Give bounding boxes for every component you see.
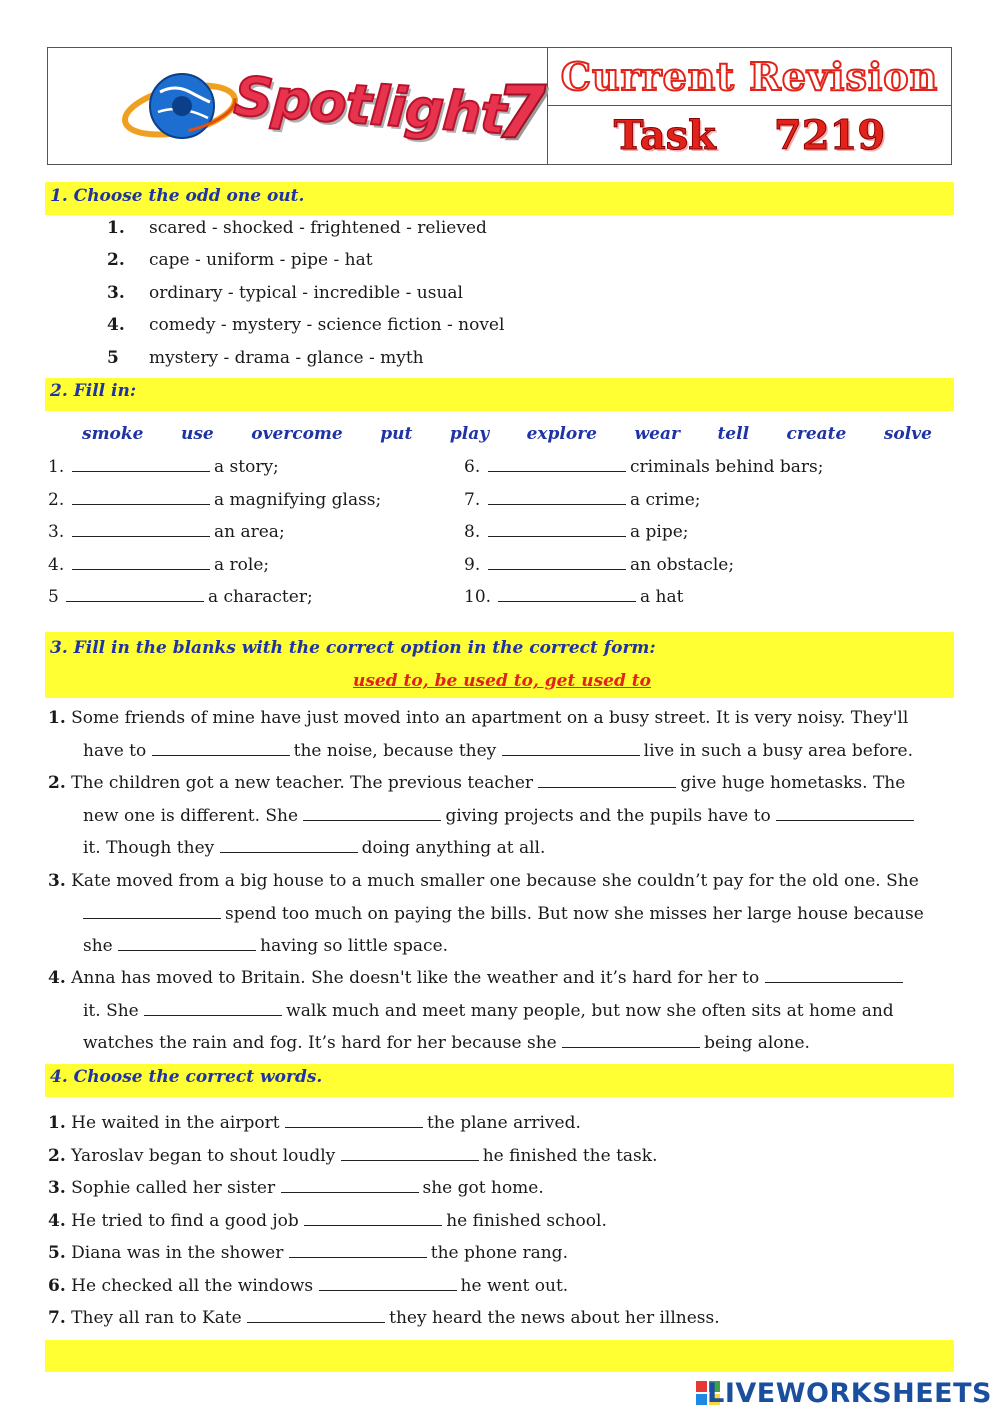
item-number: 3. xyxy=(107,283,125,303)
item-number: 2. xyxy=(48,490,65,510)
item-text: Kate moved from a big house to a much smaller one because she couldn’t pay for the old one. She xyxy=(71,871,919,891)
section1-heading: 1. Choose the odd one out. xyxy=(45,182,954,215)
answer-blank[interactable] xyxy=(72,457,210,472)
item-text: an obstacle; xyxy=(630,555,735,575)
list-item xyxy=(107,347,424,369)
item-number: 5. xyxy=(48,1243,66,1263)
item-text: it. Though they xyxy=(83,838,215,858)
item-number: 6. xyxy=(464,457,481,477)
word-bank-item: create xyxy=(786,424,847,444)
answer-blank[interactable] xyxy=(247,1308,385,1323)
globe-icon xyxy=(120,62,240,152)
word-bank-item: play xyxy=(449,424,490,444)
fill-item xyxy=(48,554,269,576)
item-number: 6. xyxy=(48,1276,66,1296)
fill-item xyxy=(48,521,285,543)
item-text: walk much and meet many people, but now she often sits at home and xyxy=(286,1000,894,1021)
task-number: 7219 xyxy=(773,111,886,159)
item-text: a pipe; xyxy=(630,522,689,542)
answer-blank[interactable] xyxy=(72,522,210,537)
item-number: 3. xyxy=(48,871,66,891)
item-number: 3. xyxy=(48,522,65,542)
sentence-item xyxy=(48,1275,568,1297)
answer-blank[interactable] xyxy=(488,490,626,505)
item-number: 2. xyxy=(107,250,125,270)
answer-blank[interactable] xyxy=(152,741,290,756)
item-text: cape - uniform - pipe - hat xyxy=(149,250,373,270)
item-text: he went out. xyxy=(460,1276,569,1296)
answer-blank[interactable] xyxy=(562,1033,700,1048)
section3-heading: 3. Fill in the blanks with the correct option in the correct form: xyxy=(50,638,656,658)
fill-item xyxy=(464,456,823,478)
item-text: The children got a new teacher. The previous teacher xyxy=(71,773,534,793)
item-text: an area; xyxy=(214,522,285,542)
item-text: she got home. xyxy=(422,1178,544,1198)
answer-blank[interactable] xyxy=(220,838,358,853)
answer-blank[interactable] xyxy=(72,555,210,570)
fill-item xyxy=(464,554,734,576)
item-text: doing anything at all. xyxy=(361,838,546,858)
item-number: 7. xyxy=(48,1308,66,1328)
answer-blank[interactable] xyxy=(303,806,441,821)
answer-blank[interactable] xyxy=(304,1211,442,1226)
item-text: He waited in the airport xyxy=(71,1113,280,1133)
answer-blank[interactable] xyxy=(319,1276,457,1291)
footer-bar xyxy=(45,1340,954,1372)
item-text: Yaroslav began to shout loudly xyxy=(71,1146,336,1166)
item-text: spend too much on paying the bills. But now she misses her large house because xyxy=(225,903,924,924)
item-text: a story; xyxy=(214,457,279,477)
answer-blank[interactable] xyxy=(72,490,210,505)
word-bank-item: solve xyxy=(883,424,932,444)
item-text: give huge hometasks. The xyxy=(680,773,906,793)
item-text: have to xyxy=(83,740,147,761)
fill-item xyxy=(464,489,701,511)
section3-item xyxy=(48,865,952,963)
logo-number: 7 xyxy=(496,70,547,154)
item-text: he finished the task. xyxy=(482,1146,658,1166)
item-number: 1. xyxy=(48,1113,66,1133)
word-bank-item: wear xyxy=(634,424,680,444)
item-text: the plane arrived. xyxy=(426,1113,581,1133)
item-number: 1. xyxy=(48,708,66,728)
item-text: scared - shocked - frightened - relieved xyxy=(149,218,487,238)
item-text: They all ran to Kate xyxy=(71,1308,242,1328)
task-row xyxy=(548,106,951,164)
section3-heading-bar xyxy=(45,632,954,698)
sentence-item xyxy=(48,1210,607,1232)
word-bank-item: put xyxy=(380,424,413,444)
section3-options: used to, be used to, get used to xyxy=(353,671,651,691)
section3-item xyxy=(48,702,952,767)
answer-blank[interactable] xyxy=(144,1001,282,1016)
title-row xyxy=(548,48,951,106)
fill-item xyxy=(48,456,279,478)
fill-item xyxy=(48,586,313,608)
answer-blank[interactable] xyxy=(83,904,221,919)
word-bank-item: overcome xyxy=(251,424,343,444)
item-text: the phone rang. xyxy=(430,1243,568,1263)
item-text: having so little space. xyxy=(260,936,449,956)
task-label: Task xyxy=(613,111,716,159)
item-text: criminals behind bars; xyxy=(630,457,824,477)
section4-heading: 4. Choose the correct words. xyxy=(45,1064,954,1097)
item-text: giving projects and the pupils have to xyxy=(445,805,771,826)
item-number: 4. xyxy=(48,555,65,575)
item-text: they heard the news about her illness. xyxy=(389,1308,720,1328)
item-number: 4. xyxy=(48,968,66,988)
item-text: He checked all the windows xyxy=(71,1276,314,1296)
title-cell xyxy=(548,48,951,164)
section3-item xyxy=(48,767,952,865)
item-text: mystery - drama - glance - myth xyxy=(149,348,424,368)
item-number: 8. xyxy=(464,522,481,542)
word-bank-item: explore xyxy=(526,424,598,444)
item-number: 10. xyxy=(464,587,492,607)
item-number: 5 xyxy=(48,587,59,607)
item-text: being alone. xyxy=(704,1033,810,1053)
logo-cell xyxy=(48,48,548,164)
sentence-item xyxy=(48,1177,544,1199)
section2-heading: 2. Fill in: xyxy=(45,378,954,411)
fill-item xyxy=(464,586,683,608)
answer-blank[interactable] xyxy=(776,806,914,821)
item-text: Anna has moved to Britain. She doesn't like the weather and it’s hard for her to xyxy=(71,968,760,988)
word-bank-item: tell xyxy=(717,424,750,444)
item-text: a magnifying glass; xyxy=(214,490,382,510)
logo-word: Spotlight xyxy=(232,64,508,147)
item-text: new one is different. She xyxy=(83,805,299,826)
answer-blank[interactable] xyxy=(538,773,676,788)
answer-blank[interactable] xyxy=(765,968,903,983)
answer-blank[interactable] xyxy=(502,741,640,756)
fill-item xyxy=(48,489,381,511)
item-number: 7. xyxy=(464,490,481,510)
list-item xyxy=(107,282,463,304)
answer-blank[interactable] xyxy=(488,522,626,537)
item-number: 2. xyxy=(48,1146,66,1166)
item-number: 2. xyxy=(48,773,66,793)
item-number: 5 xyxy=(107,348,119,368)
answer-blank[interactable] xyxy=(498,587,636,602)
liveworksheets-logo: LIVEWORKSHEETS xyxy=(707,1378,992,1409)
list-item xyxy=(107,314,504,336)
item-text: ordinary - typical - incredible - usual xyxy=(149,283,463,303)
answer-blank[interactable] xyxy=(66,587,204,602)
item-text: she xyxy=(83,936,113,956)
word-bank-item: use xyxy=(181,424,214,444)
item-text: Some friends of mine have just moved into an apartment on a busy street. It is very noisy. They'll xyxy=(71,708,909,728)
item-number: 4. xyxy=(107,315,125,335)
item-text: watches the rain and fog. It’s hard for her because she xyxy=(83,1033,557,1053)
worksheet-header xyxy=(47,47,952,165)
sentence-item xyxy=(48,1307,720,1329)
item-text: He tried to find a good job xyxy=(71,1211,299,1231)
item-number: 3. xyxy=(48,1178,66,1198)
item-text: Sophie called her sister xyxy=(71,1178,276,1198)
answer-blank[interactable] xyxy=(488,457,626,472)
answer-blank[interactable] xyxy=(488,555,626,570)
item-text: it. She xyxy=(83,1000,139,1021)
answer-blank[interactable] xyxy=(281,1178,419,1193)
page-title: Current Revision xyxy=(560,54,939,99)
answer-blank[interactable] xyxy=(118,936,256,951)
fill-item xyxy=(464,521,689,543)
item-number: 1. xyxy=(48,457,65,477)
item-text: live in such a busy area before. xyxy=(643,740,913,761)
item-text: a hat xyxy=(640,587,684,607)
item-text: the noise, because they xyxy=(293,740,497,761)
item-text: a character; xyxy=(208,587,313,607)
item-number: 1. xyxy=(107,218,125,238)
sentence-item xyxy=(48,1145,658,1167)
word-bank xyxy=(82,424,932,444)
item-text: Diana was in the shower xyxy=(71,1243,284,1263)
answer-blank[interactable] xyxy=(285,1113,423,1128)
item-number: 4. xyxy=(48,1211,66,1231)
item-text: comedy - mystery - science fiction - novel xyxy=(149,315,505,335)
section3-item xyxy=(48,962,952,1060)
list-item xyxy=(107,249,373,271)
answer-blank[interactable] xyxy=(289,1243,427,1258)
item-text: a role; xyxy=(214,555,270,575)
answer-blank[interactable] xyxy=(341,1146,479,1161)
list-item xyxy=(107,217,487,239)
item-text: he finished school. xyxy=(446,1211,607,1231)
item-number: 9. xyxy=(464,555,481,575)
word-bank-item: smoke xyxy=(82,424,144,444)
sentence-item xyxy=(48,1112,581,1134)
sentence-item xyxy=(48,1242,568,1264)
item-text: a crime; xyxy=(630,490,701,510)
